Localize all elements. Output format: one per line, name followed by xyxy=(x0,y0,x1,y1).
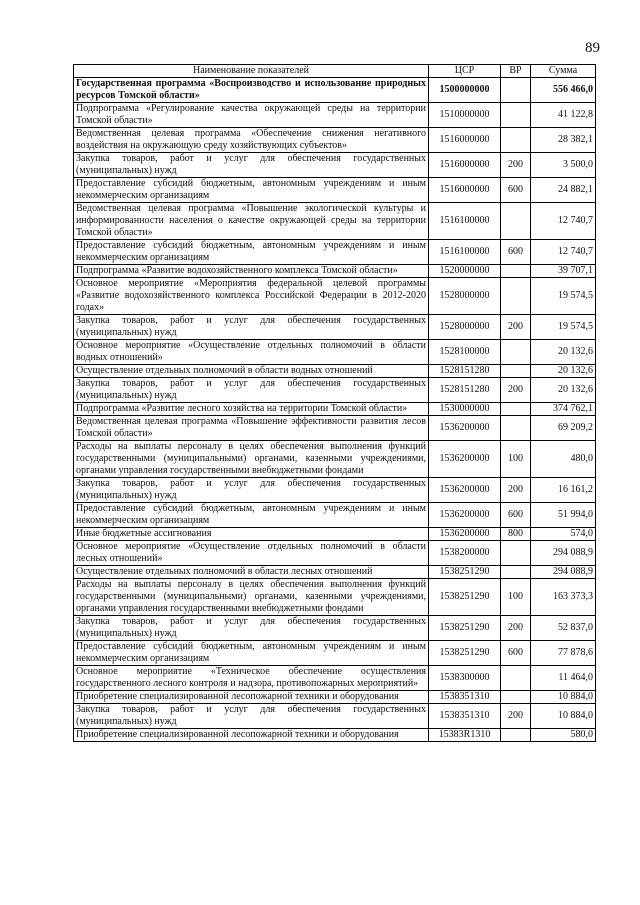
cell-vr xyxy=(501,365,531,378)
cell-vr: 200 xyxy=(501,315,531,340)
cell-csr: 1516100000 xyxy=(429,240,501,265)
budget-table xyxy=(73,64,596,742)
table-row xyxy=(74,566,596,579)
cell-name: Закупка товаров, работ и услуг для обеспечения государственных (муниципальных) нужд xyxy=(74,153,429,178)
table-row xyxy=(74,178,596,203)
table-row xyxy=(74,478,596,503)
cell-vr xyxy=(501,416,531,441)
table-row xyxy=(74,128,596,153)
cell-sum: 20 132,6 xyxy=(531,378,596,403)
cell-vr xyxy=(501,729,531,742)
cell-csr: 1538300000 xyxy=(429,666,501,691)
header-sum: Сумма xyxy=(531,65,596,78)
cell-vr xyxy=(501,265,531,278)
cell-vr: 100 xyxy=(501,441,531,478)
cell-sum: 19 574,5 xyxy=(531,315,596,340)
header-row xyxy=(74,65,596,78)
cell-name: Предоставление субсидий бюджетным, автономным учреждениям и иным некоммерческим организациям xyxy=(74,503,429,528)
cell-sum: 574,0 xyxy=(531,528,596,541)
cell-name: Закупка товаров, работ и услуг для обеспечения государственных (муниципальных) нужд xyxy=(74,616,429,641)
cell-csr: 1538351310 xyxy=(429,691,501,704)
cell-sum: 19 574,5 xyxy=(531,278,596,315)
table-row xyxy=(74,78,596,103)
cell-vr: 200 xyxy=(501,704,531,729)
cell-name: Подпрограмма «Развитие лесного хозяйства на территории Томской области» xyxy=(74,403,429,416)
cell-csr: 1510000000 xyxy=(429,103,501,128)
cell-sum: 16 161,2 xyxy=(531,478,596,503)
cell-vr: 600 xyxy=(501,641,531,666)
cell-name: Закупка товаров, работ и услуг для обеспечения государственных (муниципальных) нужд xyxy=(74,478,429,503)
cell-sum: 52 837,0 xyxy=(531,616,596,641)
cell-csr: 1536200000 xyxy=(429,528,501,541)
cell-vr: 600 xyxy=(501,503,531,528)
cell-name: Закупка товаров, работ и услуг для обеспечения государственных (муниципальных) нужд xyxy=(74,315,429,340)
cell-csr: 1530000000 xyxy=(429,403,501,416)
cell-name: Расходы на выплаты персоналу в целях обеспечения выполнения функций государственными (муниципальными) органами, казенными учреждениями, органами управления государственными внебюджетными фондами xyxy=(74,441,429,478)
cell-vr xyxy=(501,403,531,416)
table-row xyxy=(74,265,596,278)
cell-csr: 1538351310 xyxy=(429,704,501,729)
cell-csr: 1528000000 xyxy=(429,278,501,315)
cell-name: Подпрограмма «Развитие водохозяйственного комплекса Томской области» xyxy=(74,265,429,278)
cell-name: Ведомственная целевая программа «Обеспечение снижения негативного воздействия на окружающую среду хозяйствующих субъектов» xyxy=(74,128,429,153)
header-vr: ВР xyxy=(501,65,531,78)
cell-name: Приобретение специализированной лесопожарной техники и оборудования xyxy=(74,729,429,742)
table-row xyxy=(74,528,596,541)
cell-sum: 11 464,0 xyxy=(531,666,596,691)
cell-csr: 1538251290 xyxy=(429,566,501,579)
table-row xyxy=(74,579,596,616)
cell-csr: 1528000000 xyxy=(429,315,501,340)
cell-vr xyxy=(501,691,531,704)
table-row xyxy=(74,666,596,691)
cell-name: Приобретение специализированной лесопожарной техники и оборудования xyxy=(74,691,429,704)
cell-csr: 1536200000 xyxy=(429,441,501,478)
cell-sum: 163 373,3 xyxy=(531,579,596,616)
cell-vr: 100 xyxy=(501,579,531,616)
cell-sum: 480,0 xyxy=(531,441,596,478)
cell-csr: 1538251290 xyxy=(429,641,501,666)
cell-vr: 600 xyxy=(501,240,531,265)
cell-name: Осуществление отдельных полномочий в области лесных отношений xyxy=(74,566,429,579)
cell-csr: 1538200000 xyxy=(429,541,501,566)
cell-sum: 77 878,6 xyxy=(531,641,596,666)
cell-name: Предоставление субсидий бюджетным, автономным учреждениям и иным некоммерческим организациям xyxy=(74,641,429,666)
cell-sum: 20 132,6 xyxy=(531,365,596,378)
cell-vr: 800 xyxy=(501,528,531,541)
table-row xyxy=(74,503,596,528)
cell-sum: 69 209,2 xyxy=(531,416,596,441)
cell-vr: 200 xyxy=(501,478,531,503)
cell-vr: 600 xyxy=(501,178,531,203)
table-row xyxy=(74,729,596,742)
cell-vr xyxy=(501,203,531,240)
cell-csr: 1538251290 xyxy=(429,579,501,616)
header-csr: ЦСР xyxy=(429,65,501,78)
cell-name: Закупка товаров, работ и услуг для обеспечения государственных (муниципальных) нужд xyxy=(74,704,429,729)
cell-csr: 1500000000 xyxy=(429,78,501,103)
cell-vr: 200 xyxy=(501,616,531,641)
cell-csr: 1516100000 xyxy=(429,203,501,240)
cell-sum: 20 132,6 xyxy=(531,340,596,365)
cell-name: Государственная программа «Воспроизводство и использование природных ресурсов Томской области» xyxy=(74,78,429,103)
cell-vr xyxy=(501,128,531,153)
cell-sum: 39 707,1 xyxy=(531,265,596,278)
table-row xyxy=(74,541,596,566)
cell-sum: 12 740,7 xyxy=(531,240,596,265)
cell-sum: 3 500,0 xyxy=(531,153,596,178)
cell-sum: 580,0 xyxy=(531,729,596,742)
cell-sum: 374 762,1 xyxy=(531,403,596,416)
cell-name: Предоставление субсидий бюджетным, автономным учреждениям и иным некоммерческим организациям xyxy=(74,178,429,203)
cell-name: Расходы на выплаты персоналу в целях обеспечения выполнения функций государственными (муниципальными) органами, казенными учреждениями, органами управления государственными внебюджетными фондами xyxy=(74,579,429,616)
cell-csr: 1536200000 xyxy=(429,503,501,528)
cell-vr xyxy=(501,103,531,128)
cell-name: Подпрограмма «Регулирование качества окружающей среды на территории Томской области» xyxy=(74,103,429,128)
cell-csr: 15383R1310 xyxy=(429,729,501,742)
table-row xyxy=(74,704,596,729)
cell-sum: 24 882,1 xyxy=(531,178,596,203)
cell-name: Основное мероприятие «Мероприятия федеральной целевой программы «Развитие водохозяйственного комплекса Российской Федерации в 2012-2020 годах» xyxy=(74,278,429,315)
cell-csr: 1520000000 xyxy=(429,265,501,278)
table-row xyxy=(74,240,596,265)
cell-csr: 1536200000 xyxy=(429,478,501,503)
cell-csr: 1536200000 xyxy=(429,416,501,441)
table-row xyxy=(74,365,596,378)
table-row xyxy=(74,203,596,240)
cell-name: Основное мероприятие «Осуществление отдельных полномочий в области водных отношений» xyxy=(74,340,429,365)
table-row xyxy=(74,378,596,403)
cell-vr xyxy=(501,666,531,691)
cell-sum: 10 884,0 xyxy=(531,704,596,729)
table-row xyxy=(74,315,596,340)
cell-sum: 28 382,1 xyxy=(531,128,596,153)
page-number: 89 xyxy=(585,40,600,56)
cell-sum: 556 466,0 xyxy=(531,78,596,103)
cell-vr xyxy=(501,541,531,566)
cell-sum: 294 088,9 xyxy=(531,541,596,566)
cell-vr: 200 xyxy=(501,378,531,403)
cell-sum: 294 088,9 xyxy=(531,566,596,579)
cell-name: Предоставление субсидий бюджетным, автономным учреждениям и иным некоммерческим организациям xyxy=(74,240,429,265)
table-row xyxy=(74,103,596,128)
cell-name: Ведомственная целевая программа «Повышение эффективности развития лесов Томской области» xyxy=(74,416,429,441)
cell-csr: 1538251290 xyxy=(429,616,501,641)
table-row xyxy=(74,278,596,315)
table-row xyxy=(74,416,596,441)
table-body xyxy=(74,78,596,742)
cell-sum: 12 740,7 xyxy=(531,203,596,240)
cell-csr: 1528100000 xyxy=(429,340,501,365)
table-row xyxy=(74,403,596,416)
cell-vr xyxy=(501,78,531,103)
cell-name: Иные бюджетные ассигнования xyxy=(74,528,429,541)
cell-name: Ведомственная целевая программа «Повышение экологической культуры и информированности населения о качестве окружающей среды на территории Томской области» xyxy=(74,203,429,240)
cell-sum: 41 122,8 xyxy=(531,103,596,128)
cell-sum: 51 994,0 xyxy=(531,503,596,528)
cell-name: Осуществление отдельных полномочий в области водных отношений xyxy=(74,365,429,378)
table-row xyxy=(74,616,596,641)
cell-vr xyxy=(501,566,531,579)
cell-vr: 200 xyxy=(501,153,531,178)
cell-vr xyxy=(501,278,531,315)
table-row xyxy=(74,340,596,365)
cell-csr: 1516000000 xyxy=(429,128,501,153)
table-row xyxy=(74,153,596,178)
header-name: Наименование показателей xyxy=(74,65,429,78)
cell-csr: 1528151280 xyxy=(429,365,501,378)
cell-csr: 1528151280 xyxy=(429,378,501,403)
table-row xyxy=(74,691,596,704)
cell-csr: 1516000000 xyxy=(429,153,501,178)
table-header xyxy=(74,65,596,78)
cell-name: Закупка товаров, работ и услуг для обеспечения государственных (муниципальных) нужд xyxy=(74,378,429,403)
cell-name: Основное мероприятие «Техническое обеспечение осуществления государственного лесного контроля и надзора, противопожарных мероприятий» xyxy=(74,666,429,691)
cell-vr xyxy=(501,340,531,365)
table-row xyxy=(74,641,596,666)
cell-name: Основное мероприятие «Осуществление отдельных полномочий в области лесных отношений» xyxy=(74,541,429,566)
cell-csr: 1516000000 xyxy=(429,178,501,203)
cell-sum: 10 884,0 xyxy=(531,691,596,704)
table-row xyxy=(74,441,596,478)
